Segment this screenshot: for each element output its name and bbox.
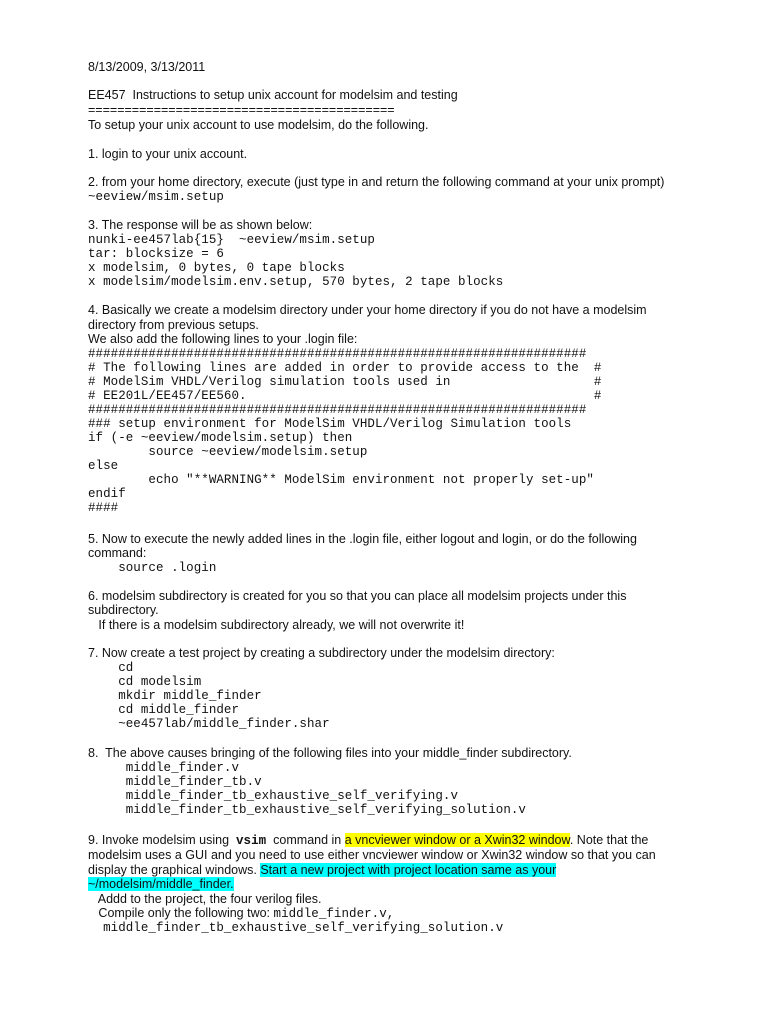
login-file-line: ################################################################## [88, 403, 587, 417]
login-file-line: else [88, 459, 119, 473]
step-8-file: middle_finder_tb.v [88, 775, 262, 789]
step-8-file: middle_finder_tb_exhaustive_self_verifying.v [88, 789, 459, 803]
step-8-text: 8. The above causes bringing of the following files into your middle_finder subdirectory. [88, 746, 572, 760]
step-3-output-line: x modelsim, 0 bytes, 0 tape blocks [88, 261, 345, 275]
step-9-mid: command in [266, 833, 345, 847]
login-file-line: if (-e ~eeview/modelsim.setup) then [88, 431, 353, 445]
login-file-line: echo "**WARNING** ModelSim environment not properly set-up" [88, 473, 594, 487]
document-title: EE457 Instructions to setup unix account for modelsim and testing [88, 88, 458, 102]
step-5-text: 5. Now to execute the newly added lines in the .login file, either logout and login, or do the following [88, 532, 637, 546]
step-7-command: mkdir middle_finder [88, 689, 262, 703]
highlight-new-project: Start a new project with project location same as your [260, 863, 557, 877]
step-2-command: ~eeview/msim.setup [88, 190, 224, 204]
step-9-line-3-text: display the graphical windows. [88, 863, 261, 877]
step-9-line-2: modelsim uses a GUI and you need to use either vncviewer window or Xwin32 window so that you can [88, 848, 656, 862]
step-6-text: 6. modelsim subdirectory is created for you so that you can place all modelsim projects under this [88, 589, 627, 603]
step-8-file: middle_finder.v [88, 761, 240, 775]
step-3-output-line: tar: blocksize = 6 [88, 247, 224, 261]
step-7-command: ~ee457lab/middle_finder.shar [88, 717, 330, 731]
login-file-line: ################################################################## [88, 347, 587, 361]
step-4-text-cont: directory from previous setups. [88, 318, 259, 332]
step-9-compile-text: Compile only the following two: [88, 906, 274, 920]
step-9-line-6 [88, 906, 394, 921]
highlight-vncviewer: a vncviewer window or a Xwin32 window [344, 833, 570, 847]
step-9-prefix: 9. Invoke modelsim using [88, 833, 236, 847]
step-7-text: 7. Now create a test project by creating a subdirectory under the modelsim directory: [88, 646, 555, 660]
title-rule: ========================================== [88, 103, 395, 117]
step-1-text: 1. login to your unix account. [88, 147, 248, 161]
step-7-command: cd middle_finder [88, 703, 240, 717]
step-6-text-cont: subdirectory. [88, 603, 159, 617]
step-7-command: cd [88, 661, 134, 675]
step-5-command: source .login [88, 561, 217, 575]
highlight-project-path: ~/modelsim/middle_finder. [88, 877, 234, 891]
login-file-line: # The following lines are added in order to provide access to the # [88, 361, 602, 375]
step-5-text-cont: command: [88, 546, 147, 560]
intro-text: To setup your unix account to use modelsim, do the following. [88, 118, 429, 132]
step-9-line-5: Addd to the project, the four verilog files. [88, 892, 322, 906]
step-4-text: 4. Basically we create a modelsim directory under your home directory if you do not have a modelsim [88, 303, 647, 317]
compile-file-2: middle_finder_tb_exhaustive_self_verifying_solution.v [88, 921, 504, 935]
step-9-after: . Note that the [569, 833, 649, 847]
step-3-text: 3. The response will be as shown below: [88, 218, 313, 232]
login-file-line: # ModelSim VHDL/Verilog simulation tools used in # [88, 375, 602, 389]
step-9-line-4 [88, 877, 234, 892]
step-9-line-3 [88, 863, 556, 878]
login-file-line: #### [88, 501, 119, 515]
step-9-line-1 [88, 833, 648, 848]
step-4-text-login: We also add the following lines to your .login file: [88, 332, 358, 346]
login-file-line: # EE201L/EE457/EE560. # [88, 389, 602, 403]
step-6-note: If there is a modelsim subdirectory already, we will not overwrite it! [88, 618, 465, 632]
step-8-file: middle_finder_tb_exhaustive_self_verifying_solution.v [88, 803, 526, 817]
login-file-line: source ~eeview/modelsim.setup [88, 445, 368, 459]
login-file-line: endif [88, 487, 126, 501]
login-file-line: ### setup environment for ModelSim VHDL/Verilog Simulation tools [88, 417, 572, 431]
step-2-text: 2. from your home directory, execute (just type in and return the following command at your unix prompt) [88, 175, 665, 189]
compile-file-1: middle_finder.v, [273, 907, 395, 921]
step-3-output-line: nunki-ee457lab{15} ~eeview/msim.setup [88, 233, 375, 247]
step-3-output-line: x modelsim/modelsim.env.setup, 570 bytes, 2 tape blocks [88, 275, 504, 289]
document-date: 8/13/2009, 3/13/2011 [88, 60, 206, 74]
step-7-command: cd modelsim [88, 675, 202, 689]
vsim-command: vsim [236, 834, 267, 848]
